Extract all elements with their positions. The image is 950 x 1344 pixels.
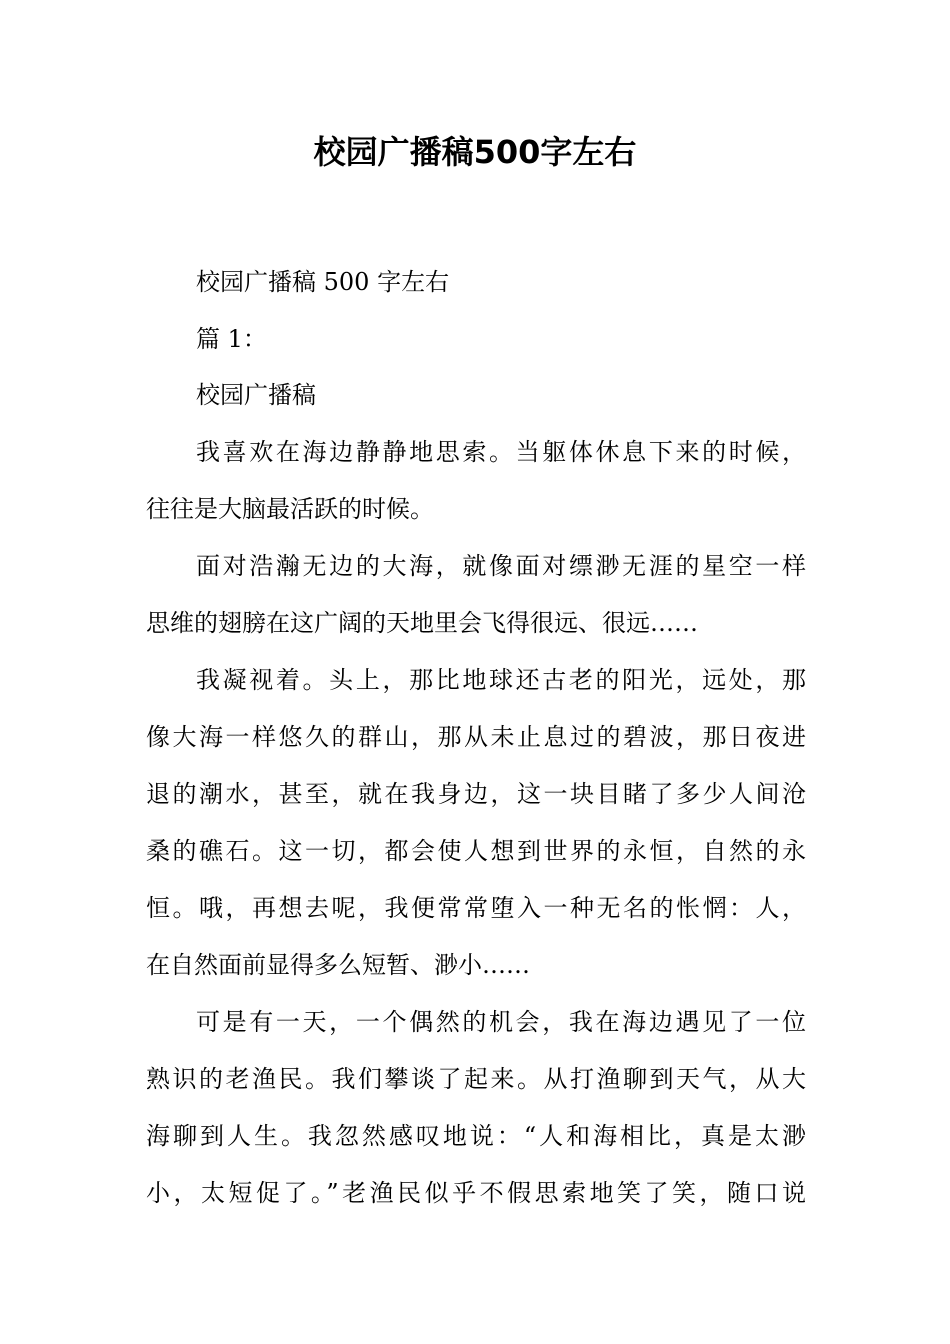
text-line-section-heading: 校园广播稿 <box>196 381 316 409</box>
paragraph-line: 可是有一天，一个偶然的机会，我在海边遇见了一位 <box>196 1008 806 1036</box>
document-title: 校园广播稿500字左右 <box>313 133 637 171</box>
paragraph-line: 恒。哦，再想去呢，我便常常堕入一种无名的怅惘：人， <box>146 894 806 922</box>
paragraph-line: 面对浩瀚无边的大海，就像面对缥渺无涯的星空一样 <box>196 552 806 580</box>
paragraph-line: 在自然面前显得多么短暂、渺小…… <box>146 951 530 979</box>
paragraph-line: 像大海一样悠久的群山，那从未止息过的碧波，那日夜进 <box>146 723 806 751</box>
paragraph-line: 海聊到人生。我忽然感叹地说：“人和海相比，真是太渺 <box>146 1122 806 1150</box>
paragraph-line: 桑的礁石。这一切，都会使人想到世界的永恒，自然的永 <box>146 837 806 865</box>
paragraph-line: 小，太短促了。”老渔民似乎不假思索地笑了笑，随口说 <box>146 1179 806 1207</box>
paragraph-line: 熟识的老渔民。我们攀谈了起来。从打渔聊到天气，从大 <box>146 1065 806 1093</box>
paragraph-line: 思维的翅膀在这广阔的天地里会飞得很远、很远…… <box>146 609 698 637</box>
paragraph-line: 往往是大脑最活跃的时候。 <box>146 495 434 523</box>
text-line-subtitle: 校园广播稿 500 字左右 <box>196 268 450 296</box>
paragraph-line: 我凝视着。头上，那比地球还古老的阳光，远处，那 <box>196 666 806 694</box>
text-line-section-label: 篇 1： <box>196 325 267 353</box>
paragraph-line: 我喜欢在海边静静地思索。当躯体休息下来的时候， <box>196 438 806 466</box>
paragraph-line: 退的潮水，甚至，就在我身边，这一块目睹了多少人间沧 <box>146 780 806 808</box>
